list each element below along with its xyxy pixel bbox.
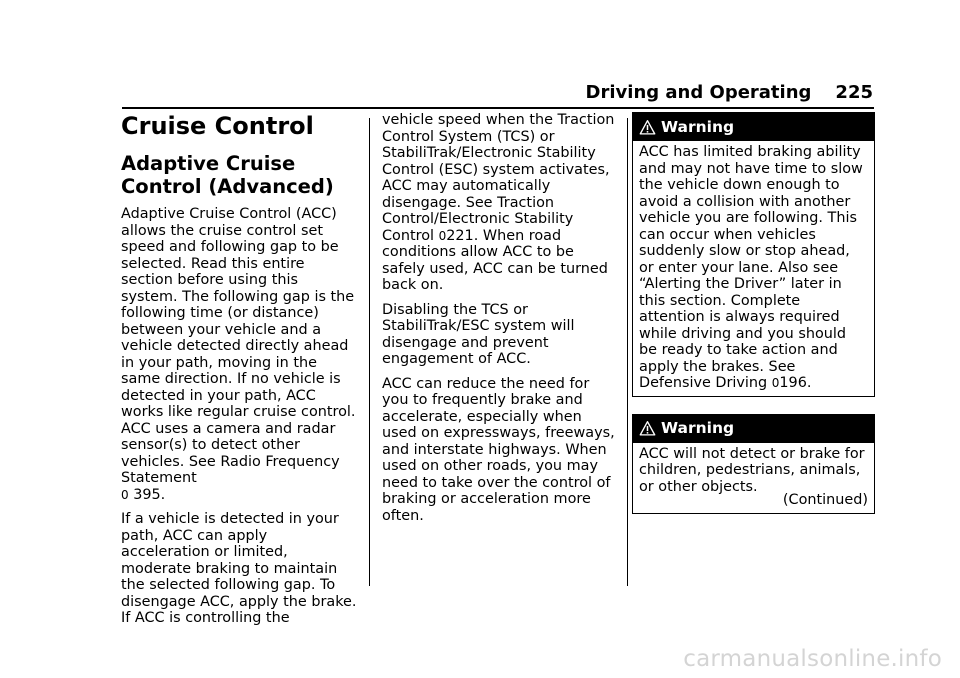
page-title: Cruise Control (121, 112, 314, 140)
continued-label: (Continued) (782, 492, 868, 508)
section-title: Driving and Operating (585, 82, 812, 103)
warning-title: Warning (661, 117, 735, 136)
column-divider (627, 118, 628, 586)
page-reference-arrow-icon: 0 (771, 376, 780, 390)
warning-triangle-icon (639, 119, 656, 136)
paragraph: ACC can reduce the need for you to frequently brake and accelerate, especially when used on expressways, freeways, and interstate highways. When used on other roads, you may need to take over the control of braking or acceleration more often. (382, 375, 615, 524)
warning-body: ACC will not detect or brake for children, pedestrians, animals, or other objects. (Continued) (639, 445, 868, 508)
page-number: 225 (835, 82, 873, 103)
page-reference[interactable]: 196. (779, 375, 812, 391)
page-reference-arrow-icon: 0 (121, 487, 129, 502)
section-heading: Adaptive Cruise Control (Advanced) (121, 152, 334, 198)
paragraph: Adaptive Cruise Control (ACC) allows the cruise control set speed and following gap to be selected. Read this entire section before using this system. The following gap is the following time (or distance) between your vehicle and a vehicle detected directly ahead in your path, moving in the same direction. If no vehicle is detected in your path, ACC works like regular cruise control. ACC uses a camera and radar sensor(s) to detect other vehicles. See Radio Frequency Statement 0 395. (121, 206, 356, 503)
page-reference-arrow-icon: 0 (438, 228, 447, 243)
warning-triangle-icon (639, 420, 656, 437)
warning-header (633, 113, 874, 141)
page-reference[interactable]: 395. (133, 486, 166, 503)
paragraph: Disabling the TCS or StabiliTrak/ESC system will disengage and prevent engagement of ACC. (382, 301, 575, 367)
watermark: carmanualsonline.info (683, 646, 942, 672)
warning-body: ACC has limited braking ability and may not have time to slow the vehicle down enough to avoid a collision with another vehicle you are following. This can occur when vehicles suddenly slow or stop ahead, or enter your lane. Also see “Alerting the Driver” later in this section. Complete attention is always required while driving and you should be ready to take action and apply the brakes. See Defensive Driving 0196. (639, 144, 863, 391)
warning-title: Warning (661, 419, 735, 438)
page-reference[interactable]: 221. (446, 227, 479, 244)
column-left (121, 112, 359, 635)
column-middle (382, 112, 618, 532)
column-right (632, 112, 875, 514)
paragraph: vehicle speed when the Traction Control System (TCS) or StabiliTrak/Electronic Stability Control (ESC) system activates, ACC may automatically disengage. See Traction Control/Electronic Stability Control 0221. When road conditions allow ACC to be safely used, ACC can be turned back on. (382, 112, 615, 293)
header-rule (122, 107, 874, 109)
warning-box (632, 112, 875, 397)
warning-header (633, 415, 874, 443)
paragraph: If a vehicle is detected in your path, ACC can apply acceleration or limited, moderate braking to maintain the selected following gap. To disengage ACC, apply the brake. If ACC is controlling the (121, 511, 357, 626)
column-divider (369, 118, 370, 586)
warning-box (632, 414, 875, 514)
page-header (586, 82, 873, 103)
